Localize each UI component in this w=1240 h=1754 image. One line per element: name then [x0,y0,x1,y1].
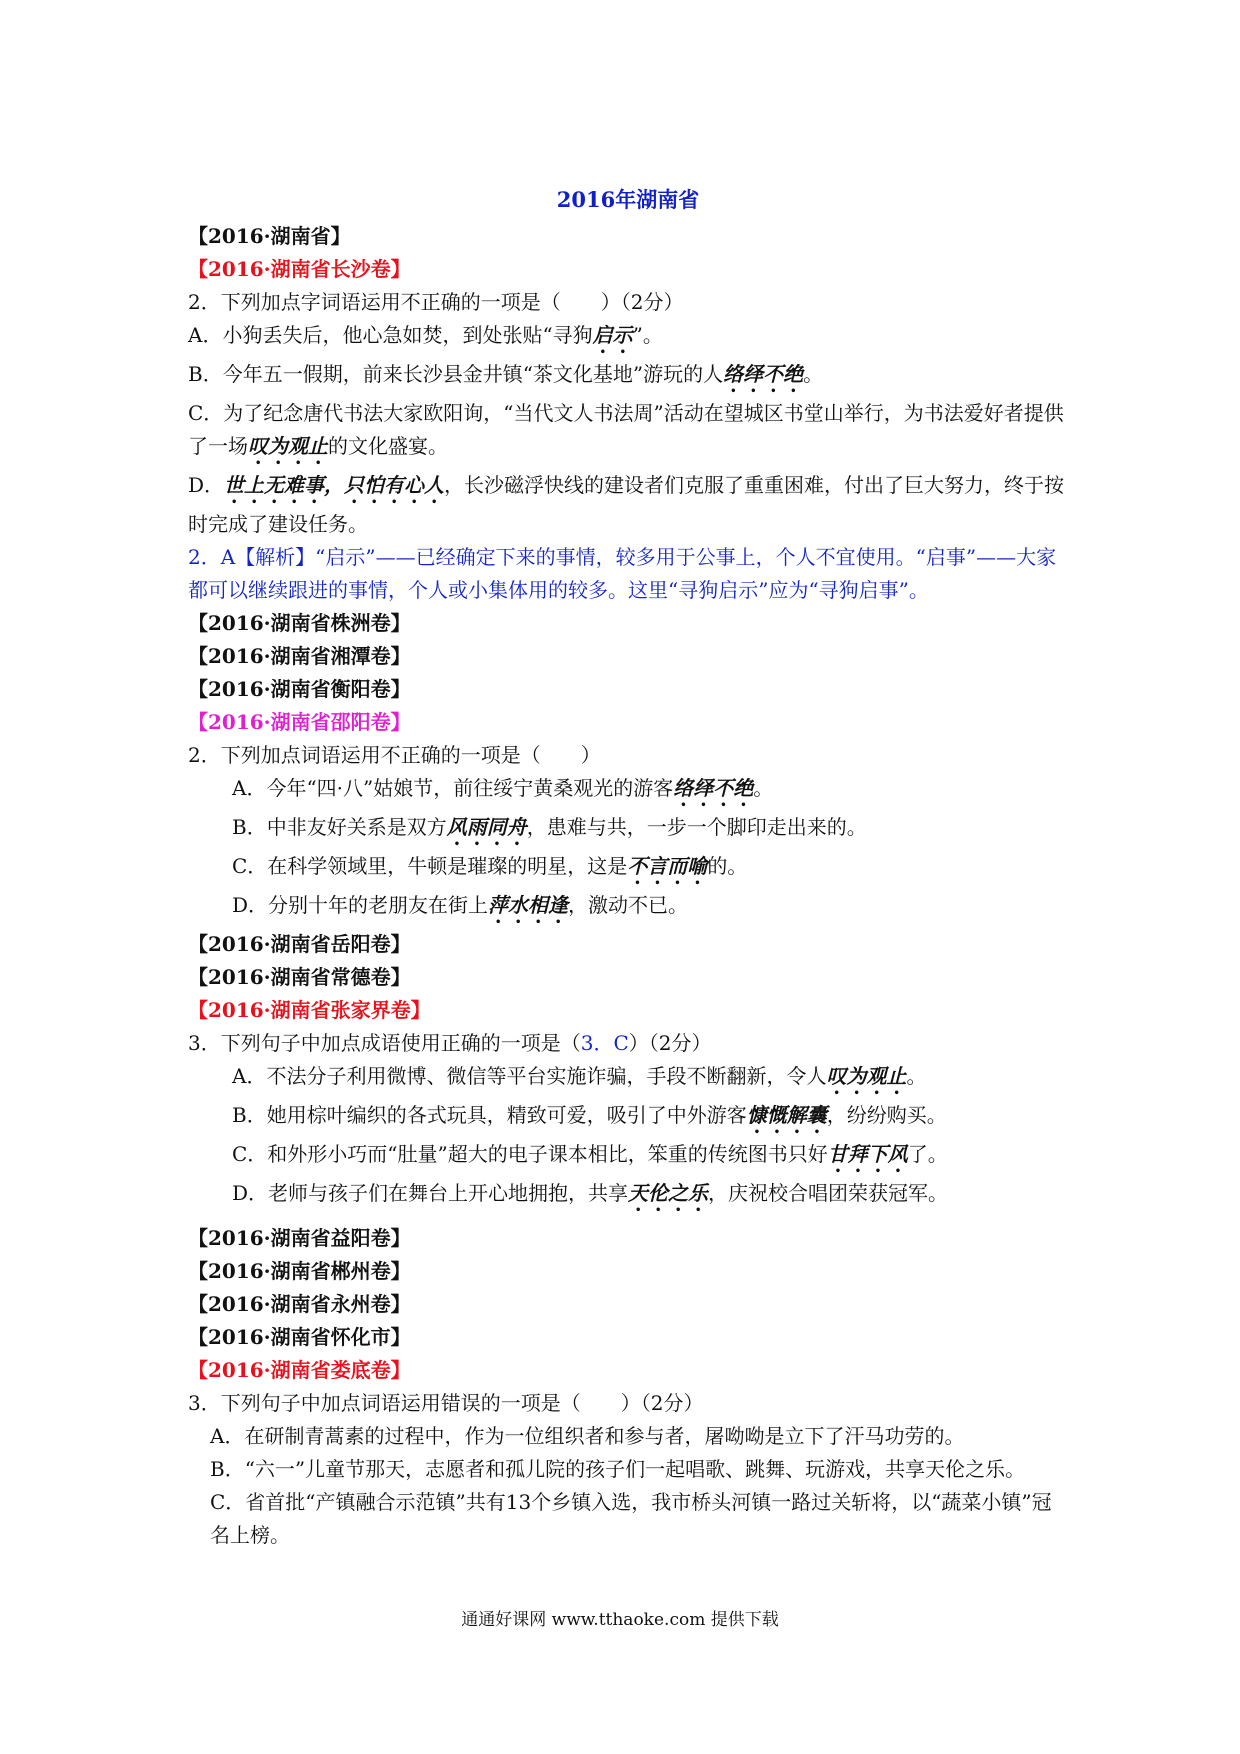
option-a: A．在研制青蒿素的过程中，作为一位组织者和参与者，屠呦呦是立下了汗马功劳的。 [210,1424,965,1448]
question-stem: 2．下列加点字词语运用不正确的一项是（ ）（2分） [188,290,684,314]
option-b: B．今年五一假期，前来长沙县金井镇“茶文化基地”游玩的人络绎不绝。 [188,362,824,386]
option-b: B．“六一”儿童节那天，志愿者和孤儿院的孩子们一起唱歌、跳舞、玩游戏，共享天伦之乐。 [210,1457,1026,1481]
answer-explanation: 2．A【解析】“启示”——已经确定下来的事情，较多用于公事上，个人不宜使用。“启事”——大家都可以继续跟进的事情，个人或小集体用的较多。这里“寻狗启示”应为“寻狗启事”。 [188,545,1057,602]
option-a: A．今年“四·八”姑娘节，前往绥宁黄桑观光的游客络绎不绝。 [232,776,774,800]
section-heading: 【2016·湖南省株洲卷】 [188,611,411,635]
question-stem: 2．下列加点词语运用不正确的一项是（ ） [188,743,601,767]
section-heading: 【2016·湖南省】 [188,224,351,248]
section-heading: 【2016·湖南省常德卷】 [188,965,411,989]
option-c: C．省首批“产镇融合示范镇”共有13个乡镇入选，我市桥头河镇一路过关斩将，以“蔬菜小镇”冠名上榜。 [210,1490,1052,1547]
question-stem: 3．下列句子中加点词语运用错误的一项是（ ）（2分） [188,1391,704,1415]
page-title: 2016年湖南省 [556,187,700,212]
option-c: C．在科学领域里，牛顿是璀璨的明星，这是不言而喻的。 [232,854,748,878]
page-footer: 通通好课网 www.tthaoke.com 提供下载 [461,1610,779,1630]
option-b: B．她用棕叶编织的各式玩具，精致可爱，吸引了中外游客慷慨解囊，纷纷购买。 [232,1103,947,1127]
section-heading: 【2016·湖南省娄底卷】 [188,1358,411,1382]
option-a: A．小狗丢失后，他心急如焚，到处张贴“寻狗启示”。 [188,323,663,347]
section-heading: 【2016·湖南省张家界卷】 [188,998,431,1022]
document-page [188,180,1068,1552]
section-heading: 【2016·湖南省怀化市】 [188,1325,411,1349]
option-d: D．分别十年的老朋友在街上萍水相逢，激动不已。 [232,893,689,917]
section-heading: 【2016·湖南省邵阳卷】 [188,710,411,734]
option-d: D．老师与孩子们在舞台上开心地拥抱，共享天伦之乐，庆祝校合唱团荣获冠军。 [232,1181,949,1205]
option-c: C．为了纪念唐代书法大家欧阳询，“当代文人书法周”活动在望城区书堂山举行，为书法爱好者提供了一场叹为观止的文化盛宴。 [188,401,1064,458]
question-stem: 3．下列句子中加点成语使用正确的一项是（3．C）（2分） [188,1031,712,1055]
option-b: B．中非友好关系是双方风雨同舟，患难与共，一步一个脚印走出来的。 [232,815,867,839]
section-heading: 【2016·湖南省长沙卷】 [188,257,411,281]
section-heading: 【2016·湖南省郴州卷】 [188,1259,411,1283]
option-d: D．世上无难事，只怕有心人，长沙磁浮快线的建设者们克服了重重困难，付出了巨大努力，终于按时完成了建设任务。 [188,473,1065,536]
option-c: C．和外形小巧而“肚量”超大的电子课本相比，笨重的传统图书只好甘拜下风了。 [232,1142,948,1166]
option-a: A．不法分子利用微博、微信等平台实施诈骗，手段不断翻新，令人叹为观止。 [232,1064,927,1088]
section-heading: 【2016·湖南省益阳卷】 [188,1226,411,1250]
section-heading: 【2016·湖南省岳阳卷】 [188,932,411,956]
section-heading: 【2016·湖南省衡阳卷】 [188,677,411,701]
answer-key: 3．C [580,1031,629,1055]
section-heading: 【2016·湖南省湘潭卷】 [188,644,411,668]
section-heading: 【2016·湖南省永州卷】 [188,1292,411,1316]
